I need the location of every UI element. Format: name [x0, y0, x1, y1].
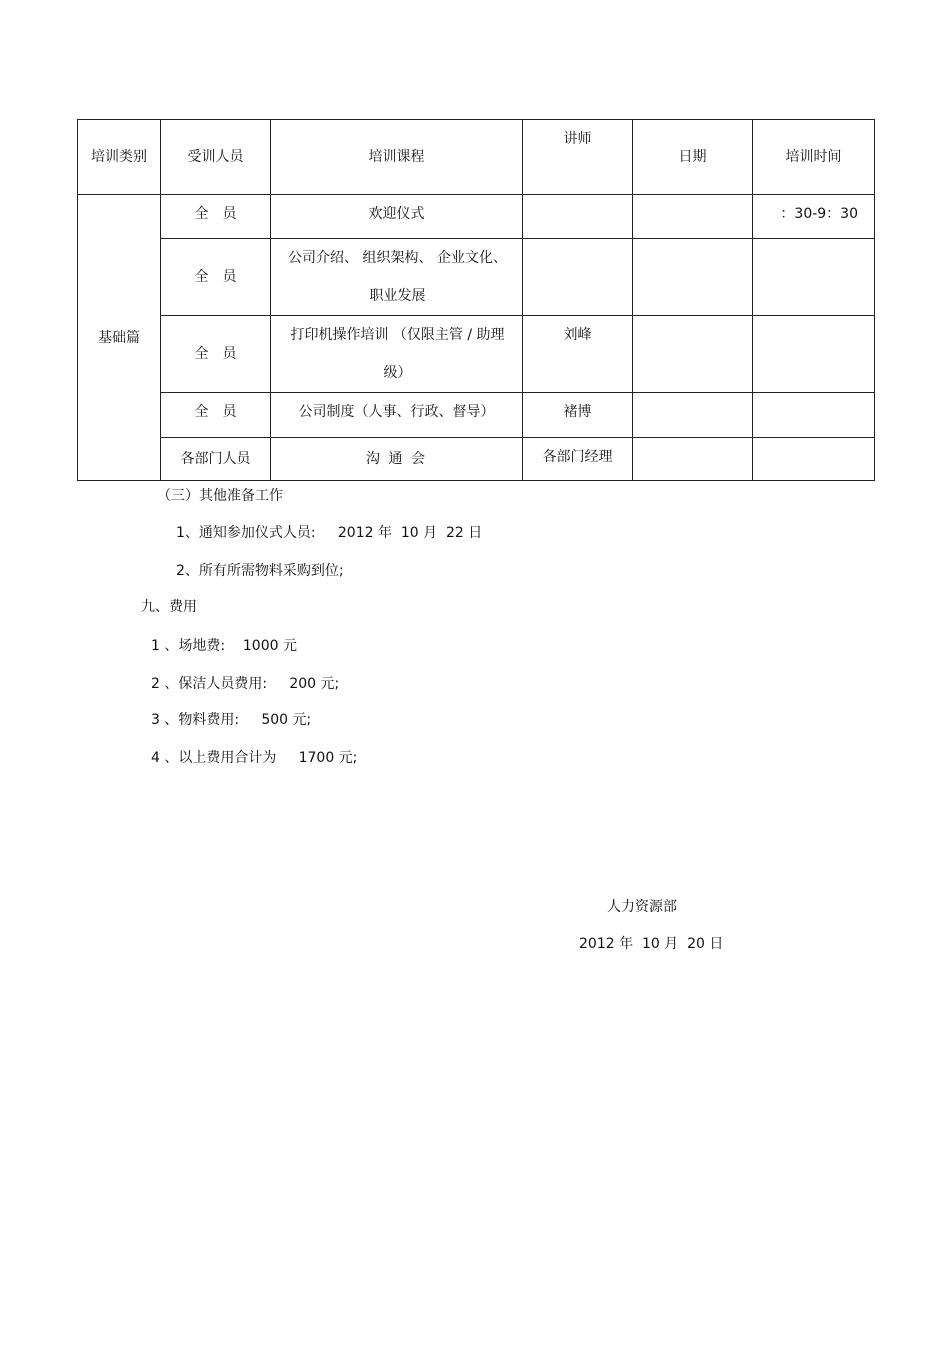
signature-date: 2012 年 10 月 20 日 — [579, 936, 724, 952]
table-row — [78, 239, 875, 316]
course-cell: 公司制度（人事、行政、督导） — [271, 393, 523, 438]
trainees-cell: 各部门人员 — [161, 438, 271, 481]
cost-item-1: 1 、场地费: 1000 元 — [151, 638, 297, 654]
lecturer-cell: 刘峰 — [523, 316, 633, 393]
cost-heading: 九、费用 — [141, 599, 197, 615]
category-cell: 基础篇 — [78, 195, 161, 481]
lecturer-cell: 各部门经理 — [523, 438, 633, 481]
time-cell: ：30-9：30 — [753, 195, 875, 239]
course-line-1: 公司介绍、 组织架构、 企业文化、 — [288, 250, 507, 266]
date-cell — [633, 393, 753, 438]
date-cell — [633, 195, 753, 239]
trainees-cell: 全员 — [161, 239, 271, 316]
cost-item-4: 4 、以上费用合计为 1700 元; — [151, 750, 358, 766]
cost-item-3: 3 、物料费用: 500 元; — [151, 712, 312, 728]
course-line-2: 职业发展 — [369, 288, 426, 304]
course-cell: 沟 通 会 — [271, 438, 523, 481]
trainees-cell: 全员 — [161, 316, 271, 393]
prep-heading: （三）其他准备工作 — [157, 488, 283, 504]
date-cell — [633, 316, 753, 393]
time-cell — [753, 393, 875, 438]
trainees-cell: 全员 — [161, 393, 271, 438]
prep-item-1: 1、通知参加仪式人员: 2012 年 10 月 22 日 — [176, 525, 483, 541]
course-cell: 欢迎仪式 — [271, 195, 523, 239]
lecturer-cell: 褚博 — [523, 393, 633, 438]
table-row — [78, 438, 875, 481]
time-cell — [753, 316, 875, 393]
course-cell — [271, 239, 523, 316]
time-cell — [753, 239, 875, 316]
course-cell — [271, 316, 523, 393]
date-cell — [633, 438, 753, 481]
header-time: 培训时间 — [753, 120, 875, 195]
course-line-2: 级） — [383, 365, 412, 381]
date-cell — [633, 239, 753, 316]
course-line-1: 打印机操作培训 （仅限主管 / 助理 — [290, 327, 505, 343]
header-date: 日期 — [633, 120, 753, 195]
table-row — [78, 195, 875, 239]
table-header-row — [78, 120, 875, 195]
header-lecturer: 讲师 — [523, 120, 633, 195]
trainees-cell: 全员 — [161, 195, 271, 239]
table-row — [78, 393, 875, 438]
header-trainees: 受训人员 — [161, 120, 271, 195]
prep-item-2: 2、所有所需物料采购到位; — [176, 563, 344, 579]
cost-item-2: 2 、保洁人员费用: 200 元; — [151, 676, 340, 692]
training-schedule-table — [77, 119, 875, 481]
table-row — [78, 316, 875, 393]
lecturer-cell — [523, 239, 633, 316]
lecturer-cell — [523, 195, 633, 239]
header-course: 培训课程 — [271, 120, 523, 195]
time-cell — [753, 438, 875, 481]
signature-dept: 人力资源部 — [607, 899, 677, 915]
header-category: 培训类别 — [78, 120, 161, 195]
